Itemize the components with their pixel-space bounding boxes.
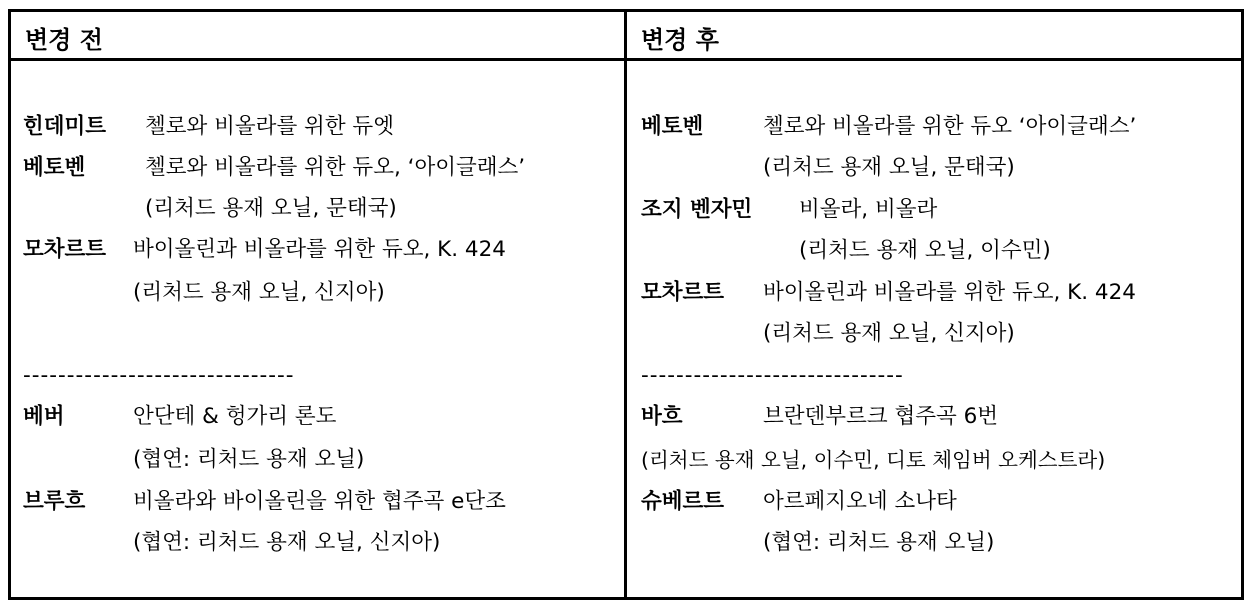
composer-name: 베토벤 (641, 114, 704, 139)
performers: (리처드 용재 오닐, 문태국) (763, 155, 1015, 180)
piece-title: 바이올린과 비올라를 위한 듀오, K. 424 (763, 280, 1136, 305)
piece-title: 첼로와 비올라를 위한 듀엣 (145, 114, 394, 139)
composer-name: 모차르트 (23, 237, 107, 262)
column-divider (624, 12, 627, 597)
performers: (협연: 리처드 용재 오닐, 신지아) (133, 530, 441, 555)
piece-title: 브란덴부르크 협주곡 6번 (763, 404, 999, 429)
piece-title: 비올라, 비올라 (799, 197, 938, 222)
piece-title: 바이올린과 비올라를 위한 듀오, K. 424 (133, 237, 506, 262)
composer-name: 바흐 (641, 404, 683, 429)
performers: (리처드 용재 오닐, 문태국) (145, 196, 397, 221)
composer-name: 브루흐 (23, 489, 86, 514)
performers: (리처드 용재 오닐, 이수민, 디토 체임버 오케스트라) (641, 448, 1106, 472)
program-change-table (8, 9, 1244, 600)
composer-name: 슈베르트 (641, 489, 725, 514)
piece-title: 안단테 & 헝가리 론도 (133, 404, 337, 429)
piece-title: 첼로와 비올라를 위한 듀오, ‘아이글래스’ (145, 155, 526, 180)
performers: (협연: 리처드 용재 오닐) (133, 447, 365, 472)
performers: (리처드 용재 오닐, 이수민) (799, 238, 1051, 263)
composer-name: 베토벤 (23, 155, 86, 180)
composer-name: 조지 벤자민 (641, 197, 753, 222)
section-divider: ------------------------------ (641, 363, 904, 388)
before-header: 변경 전 (25, 26, 103, 54)
header-divider (11, 58, 1241, 61)
performers: (리처드 용재 오닐, 신지아) (133, 280, 385, 305)
piece-title: 아르페지오네 소나타 (763, 489, 957, 514)
performers: (리처드 용재 오닐, 신지아) (763, 321, 1015, 346)
piece-title: 비올라와 바이올린을 위한 협주곡 e단조 (133, 489, 506, 514)
performers: (협연: 리처드 용재 오닐) (763, 530, 995, 555)
composer-name: 모차르트 (641, 280, 725, 305)
section-divider: ------------------------------- (23, 363, 295, 388)
piece-title: 첼로와 비올라를 위한 듀오 ‘아이글래스’ (763, 114, 1137, 139)
composer-name: 베버 (23, 404, 65, 429)
composer-name: 힌데미트 (23, 114, 107, 139)
after-header: 변경 후 (641, 26, 719, 54)
